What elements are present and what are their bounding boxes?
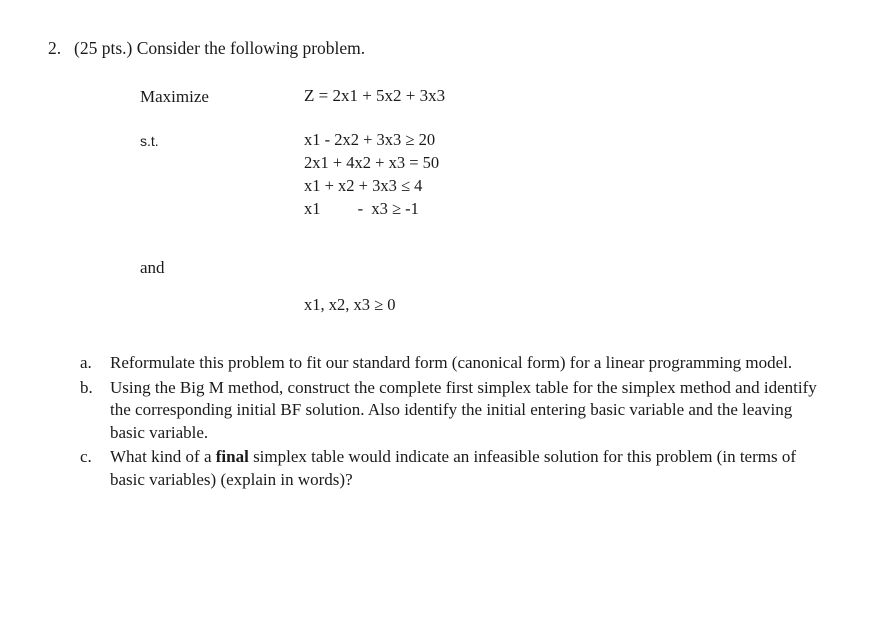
item-marker: a. (80, 353, 92, 372)
item-text: Reformulate this problem to fit our standard form (canonical form) for a linear programming model. (110, 353, 793, 372)
item-marker: b. (80, 377, 93, 397)
constraint-2: 2x1 + 4x2 + x3 = 50 (304, 153, 440, 172)
item-text (110, 446, 820, 491)
question-item-c (80, 446, 820, 491)
item-text-bold: final (215, 447, 249, 466)
question-item-a (80, 352, 820, 375)
constraint-1: x1 - 2x2 + 3x3 ≥ 20 (304, 130, 436, 149)
constraint-4: x1 - x3 ≥ -1 (304, 199, 419, 218)
item-text: Using the Big M method, construct the complete first simplex table for the simplex method and identify the corresponding initial BF solution. Also identify the initial entering basic variable and the leaving basic variable. (110, 377, 817, 442)
item-text-before: What kind of a (110, 447, 216, 466)
constraint-3: x1 + x2 + 3x3 ≤ 4 (304, 176, 423, 195)
item-marker: c. (80, 447, 92, 466)
problem-heading-text: (25 pts.) Consider the following problem. (74, 38, 366, 58)
question-item-b (80, 377, 820, 445)
question-list (80, 352, 820, 493)
item-text-after: simplex table would indicate an infeasible solution for this problem (in terms of basic variables) (explain in words)? (110, 447, 796, 489)
maximize-label: Maximize (140, 87, 209, 106)
problem-heading (48, 38, 365, 59)
nonnegativity-constraint: x1, x2, x3 ≥ 0 (304, 295, 396, 314)
objective-function: Z = 2x1 + 5x2 + 3x3 (304, 86, 446, 105)
and-label: and (140, 258, 165, 277)
subject-to-label: s.t. (140, 133, 159, 149)
problem-number: 2. (48, 38, 62, 58)
